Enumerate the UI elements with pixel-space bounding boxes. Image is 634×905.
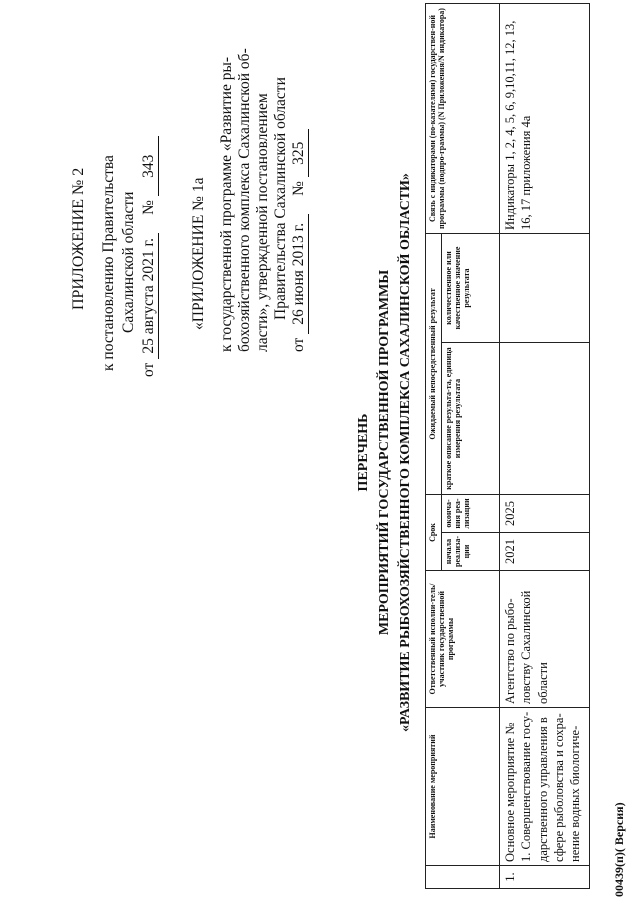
- orig-appendix-title: «ПРИЛОЖЕНИЕ № 1а: [190, 177, 207, 330]
- orig-appendix-line-4: Правительства Сахалинской области: [272, 77, 289, 320]
- row-link: Индикаторы 1, 2, 4, 5, 6, 9,10,11, 12, 13, 16, 17 приложения 4а: [500, 4, 590, 234]
- document-code: 00439(п)( Версия): [612, 802, 626, 897]
- row-start: 2021: [500, 533, 590, 571]
- header-executor: Ответственный исполни-тель/ участник государственной программы: [426, 571, 500, 708]
- heading-line-3: «РАЗВИТИЕ РЫБОХОЗЯЙСТВЕННОГО КОМПЛЕКСА САХАЛИНСКОЙ ОБЛАСТИ»: [398, 173, 413, 732]
- appendix-number-label: №: [140, 200, 157, 215]
- orig-appendix-line-1: к государственной программе «Развитие ры-: [218, 56, 235, 352]
- row-num: 1.: [500, 866, 590, 889]
- header-term: Срок: [426, 495, 442, 571]
- header-term-start: начала реализа-ции: [442, 533, 500, 571]
- heading-line-2: МЕРОПРИЯТИЙ ГОСУДАРСТВЕННОЙ ПРОГРАММЫ: [377, 269, 392, 636]
- table-header-row-1: [426, 4, 442, 889]
- row-end: 2025: [500, 495, 590, 533]
- orig-appendix-date: 26 июня 2013 г.: [290, 214, 309, 334]
- header-expected-desc: краткое описание результа-та, единица измерения результата: [442, 343, 500, 495]
- table-row: [500, 4, 590, 889]
- heading-perechen: ПЕРЕЧЕНЬ: [356, 413, 371, 492]
- appendix-title: ПРИЛОЖЕНИЕ № 2: [70, 167, 87, 310]
- appendix-line-1: к постановлению Правительства: [100, 155, 117, 371]
- header-link: Связь с индикаторами (по-казателями) государствен-ной программы (подпро-граммы) (N Приложения/N индикатора): [426, 4, 500, 234]
- row-desc: [500, 343, 590, 495]
- header-num-cell: [426, 866, 500, 889]
- appendix-line-2: Сахалинской области: [120, 191, 137, 333]
- orig-appendix-date-line: [290, 129, 309, 352]
- row-value: [500, 234, 590, 343]
- measures-table: [425, 3, 590, 889]
- header-name: Наименование мероприятий: [426, 708, 500, 866]
- appendix-date-line: [140, 136, 159, 377]
- header-term-end: оконча-ния реа-лизации: [442, 495, 500, 533]
- header-expected-value: количественное или качественное значение результата: [442, 234, 500, 343]
- header-expected: Ожидаемый непосредственный результат: [426, 234, 442, 495]
- orig-appendix-from-label: от: [290, 337, 307, 352]
- appendix-number: 343: [140, 136, 159, 196]
- orig-appendix-line-2: бохозяйственного комплекса Сахалинской об-: [236, 48, 253, 352]
- orig-appendix-number: 325: [290, 129, 309, 177]
- appendix-date: 25 августа 2021 г.: [140, 233, 159, 359]
- row-name: Основное мероприятие № 1. Совершенствование госу-дарственного управления в сфере рыболовства и сохра-нение водных биологиче-: [500, 708, 590, 866]
- orig-appendix-line-3: ласти», утвержденной постановлением: [254, 93, 271, 352]
- appendix-from-label: от: [140, 362, 157, 377]
- orig-appendix-number-label: №: [290, 181, 307, 196]
- row-executor: Агентство по рыбо-ловству Сахалинской области: [500, 571, 590, 708]
